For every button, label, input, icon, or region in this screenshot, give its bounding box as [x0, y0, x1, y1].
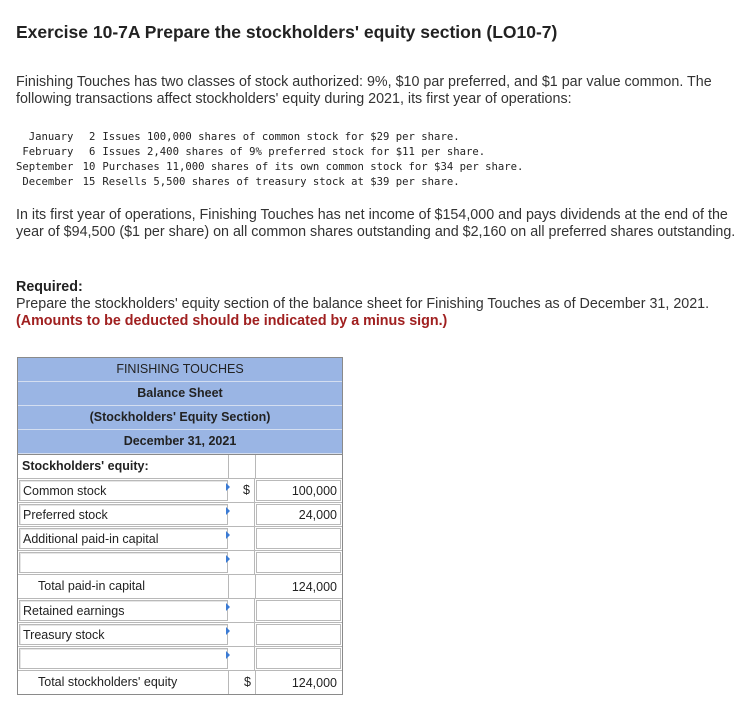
apic-label-input[interactable]: Additional paid-in capital	[19, 528, 228, 549]
dropdown-marker-icon	[226, 483, 230, 491]
treasury-stock-row	[18, 622, 342, 646]
company-name: FINISHING TOUCHES	[18, 358, 342, 382]
dollar-sign: $	[229, 671, 256, 694]
preferred-stock-amount-input[interactable]: 24,000	[256, 504, 341, 525]
dollar-cell	[228, 647, 255, 670]
balance-sheet	[17, 357, 343, 695]
txn-day: 2	[89, 131, 96, 143]
required-paragraph	[16, 296, 738, 330]
txn-day: 15	[82, 176, 96, 188]
txn-month: January	[28, 131, 74, 143]
dollar-cell	[228, 503, 255, 526]
total-equity-amount: 124,000	[291, 676, 337, 690]
dollar-cell	[228, 623, 255, 646]
amount-cell	[257, 456, 341, 477]
dollar-cell	[228, 599, 255, 622]
blank-label-input[interactable]	[19, 552, 228, 573]
transaction-row	[16, 160, 523, 175]
preferred-stock-row	[18, 502, 342, 526]
total-paid-in-row	[18, 574, 342, 598]
blank-label-input[interactable]	[19, 648, 228, 669]
total-paid-in-amount: 124,000	[291, 580, 337, 594]
transaction-row	[16, 175, 523, 190]
total-paid-in-label: Total paid-in capital	[18, 575, 229, 598]
transactions-list	[16, 130, 523, 190]
required-text: Prepare the stockholders' equity section of the balance sheet for Finishing Touches as of December 31, 2021.	[16, 296, 710, 312]
apic-amount-input[interactable]	[256, 528, 341, 549]
dropdown-marker-icon	[226, 555, 230, 563]
dropdown-marker-icon	[226, 531, 230, 539]
intro-paragraph: Finishing Touches has two classes of stock authorized: 9%, $10 par preferred, and $1 par value common. The following transactions affect stockholders' equity during 2021, its first year of operations:	[16, 74, 712, 107]
section-name: (Stockholders' Equity Section)	[18, 406, 342, 430]
txn-desc: Resells 5,500 shares of treasury stock at $39 per share.	[102, 176, 460, 188]
total-equity-row	[18, 670, 342, 694]
txn-desc: Issues 2,400 shares of 9% preferred stock for $11 per share.	[102, 146, 486, 158]
exercise-title: Exercise 10-7A Prepare the stockholders' equity section (LO10-7)	[16, 22, 558, 42]
blank-amount-input[interactable]	[256, 648, 341, 669]
equity-heading: Stockholders' equity:	[18, 455, 229, 478]
retained-earnings-amount-input[interactable]	[256, 600, 341, 621]
statement-name: Balance Sheet	[18, 382, 342, 406]
dollar-cell	[229, 575, 256, 598]
txn-desc: Purchases 11,000 shares of its own common stock for $34 per share.	[102, 161, 524, 173]
dollar-sign: $	[228, 479, 255, 502]
treasury-stock-amount-input[interactable]	[256, 624, 341, 645]
statement-date: December 31, 2021	[18, 430, 342, 454]
dollar-cell	[228, 551, 255, 574]
dollar-cell	[229, 455, 256, 478]
total-equity-label: Total stockholders' equity	[18, 671, 229, 694]
common-stock-label-input[interactable]: Common stock	[19, 480, 228, 501]
txn-day: 10	[82, 161, 96, 173]
preferred-stock-label-input[interactable]: Preferred stock	[19, 504, 228, 525]
blank-row	[18, 646, 342, 670]
transaction-row	[16, 145, 523, 160]
txn-month: February	[22, 146, 74, 158]
dollar-cell	[228, 527, 255, 550]
blank-row	[18, 550, 342, 574]
required-label: Required:	[16, 279, 83, 295]
dropdown-marker-icon	[226, 603, 230, 611]
txn-day: 6	[89, 146, 96, 158]
common-stock-row	[18, 478, 342, 502]
dropdown-marker-icon	[226, 651, 230, 659]
retained-earnings-label-input[interactable]: Retained earnings	[19, 600, 228, 621]
income-paragraph: In its first year of operations, Finishing Touches has net income of $154,000 and pays dividends at the end of the year of $94,500 ($1 per share) on all common shares outstanding and $2,160 on all preferred shares outstanding.	[16, 207, 736, 240]
txn-month: December	[22, 176, 74, 188]
common-stock-amount-input[interactable]: 100,000	[256, 480, 341, 501]
dropdown-marker-icon	[226, 627, 230, 635]
apic-row	[18, 526, 342, 550]
treasury-stock-label-input[interactable]: Treasury stock	[19, 624, 228, 645]
equity-heading-row	[18, 454, 342, 478]
txn-desc: Issues 100,000 shares of common stock for $29 per share.	[102, 131, 460, 143]
blank-amount-input[interactable]	[256, 552, 341, 573]
required-note: (Amounts to be deducted should be indicated by a minus sign.)	[16, 313, 448, 329]
transaction-row	[16, 130, 523, 145]
retained-earnings-row	[18, 598, 342, 622]
txn-month: September	[16, 161, 74, 173]
dropdown-marker-icon	[226, 507, 230, 515]
